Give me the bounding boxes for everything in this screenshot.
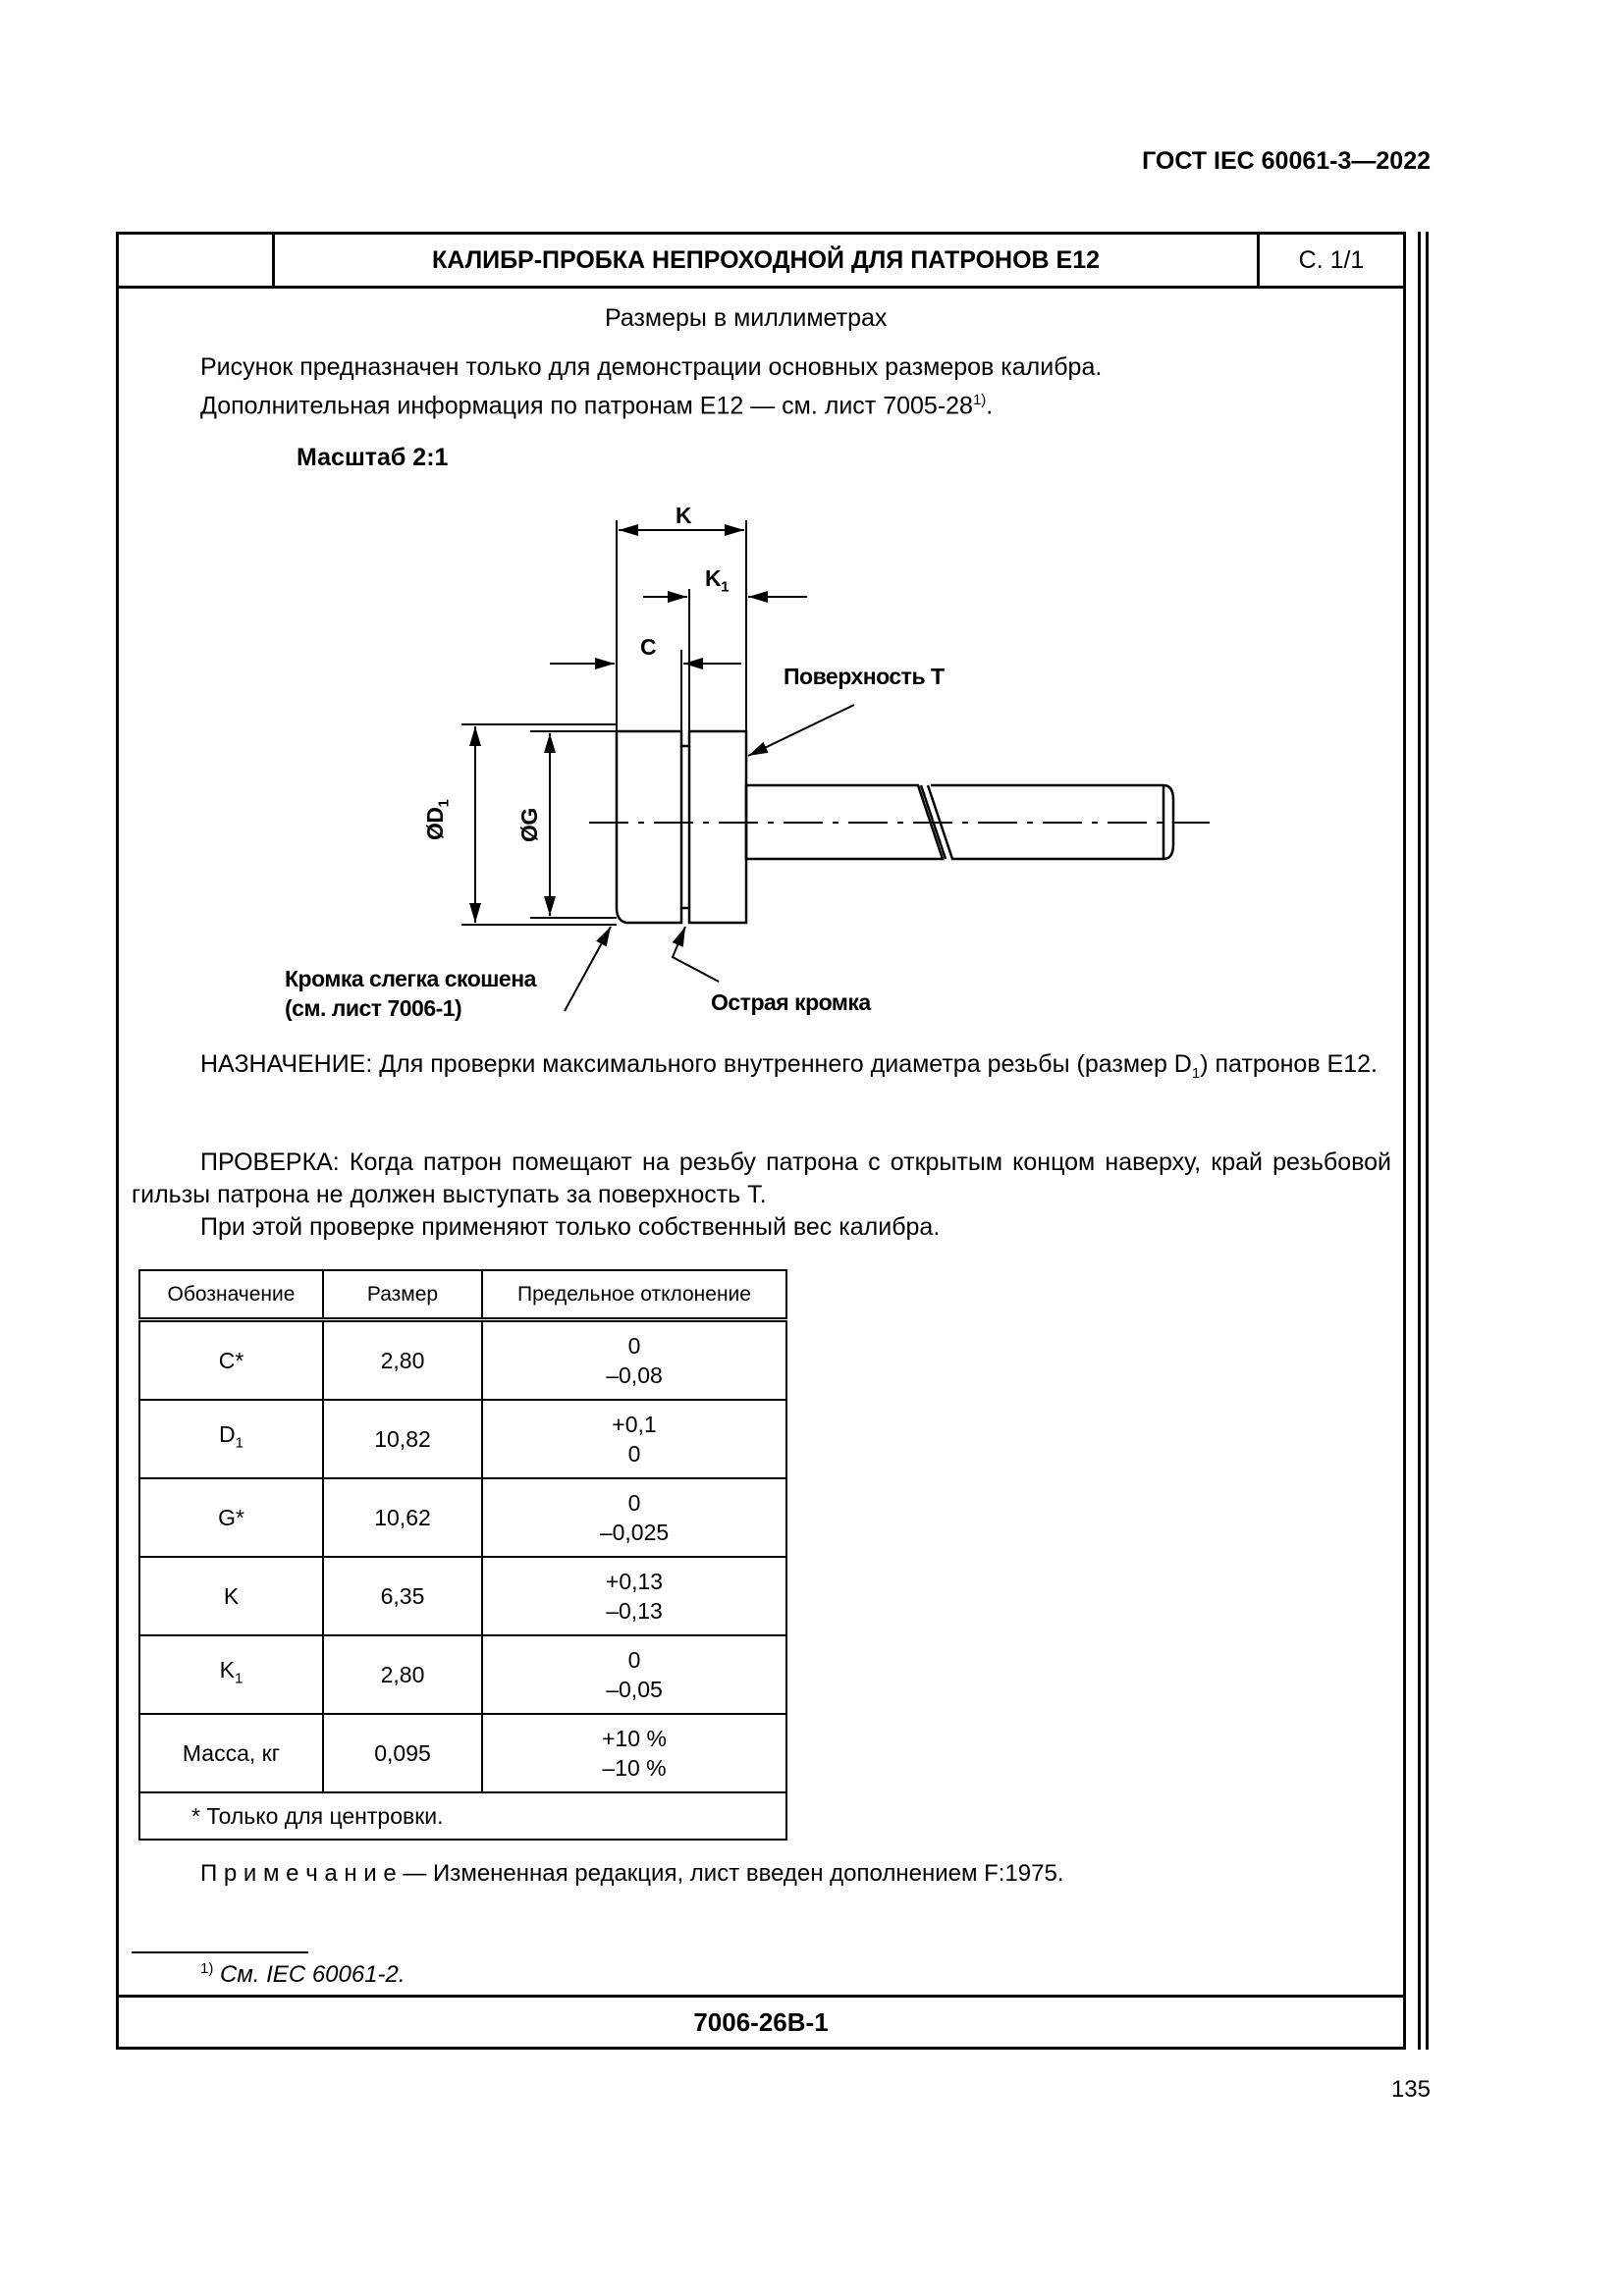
sheet-title: КАЛИБР-ПРОБКА НЕПРОХОДНОЙ ДЛЯ ПАТРОНОВ E12 (275, 235, 1260, 286)
tol-upper: +0,1 (612, 1412, 657, 1437)
purpose-end: ) патронов E12. (1200, 1050, 1378, 1078)
table-note: * Только для центровки. (139, 1792, 786, 1840)
purpose-sub: 1 (1191, 1065, 1201, 1082)
cell-designation (139, 1714, 323, 1792)
table-row (139, 1557, 786, 1635)
table-row (139, 1320, 786, 1401)
cell-size: 2,80 (323, 1320, 482, 1401)
chamfer-label-2: (см. лист 7006-1) (285, 995, 462, 1021)
footnote-divider (132, 1951, 308, 1953)
col-header-designation: Обозначение (139, 1270, 323, 1320)
tol-lower: –0,05 (606, 1677, 663, 1702)
designation-text: C* (218, 1348, 244, 1373)
check-paragraph-2: При этой проверке применяют только собственный вес калибра. (200, 1213, 941, 1241)
tol-lower: –0,025 (599, 1520, 670, 1545)
dim-d1-label (422, 800, 453, 840)
remark: П р и м е ч а н и е — Измененная редакция, лист введен дополнением F:1975. (200, 1860, 1064, 1887)
gauge-drawing (0, 0, 1623, 1041)
scale-label: Масштаб 2:1 (297, 444, 449, 471)
col-header-size: Размер (323, 1270, 482, 1320)
dim-k1-label (705, 565, 729, 596)
surface-t-label: Поверхность T (784, 664, 945, 689)
cell-tolerance (482, 1714, 786, 1792)
chamfer-label-1: Кромка слегка скошена (285, 966, 536, 991)
table-row (139, 1714, 786, 1792)
dim-c-label: C (640, 634, 657, 660)
designation-text: K (223, 1583, 240, 1609)
check-paragraph: ПРОВЕРКА: Когда патрон помещают на резьбу патрона с открытым концом наверху, край резьбовой гильзы патрона не должен выступать за поверхность T. (132, 1148, 1391, 1208)
leader-surface-t (748, 705, 854, 756)
dim-k1-sub: 1 (721, 578, 729, 596)
tol-lower: 0 (627, 1441, 641, 1467)
cell-designation (139, 1557, 323, 1635)
designation-sub: 1 (235, 1434, 243, 1452)
leader-sharp-edge (673, 927, 719, 982)
designation-text: G* (218, 1505, 244, 1530)
table-note-row (139, 1792, 786, 1840)
purpose-paragraph (132, 1048, 1391, 1090)
intro-line-1: Рисунок предназначен только для демонстрации основных размеров калибра. (200, 353, 1103, 381)
sheet-page: С. 1/1 (1298, 245, 1365, 274)
leader-chamfer (565, 927, 611, 1011)
cell-tolerance (482, 1478, 786, 1557)
tol-upper: 0 (627, 1490, 641, 1516)
cell-size: 0,095 (323, 1714, 482, 1792)
cell-tolerance (482, 1557, 786, 1635)
dim-d1-sub: 1 (435, 799, 453, 808)
designation-sub: 1 (235, 1670, 243, 1687)
cell-tolerance (482, 1635, 786, 1714)
standard-designation: ГОСТ IEC 60061-3—2022 (1142, 147, 1431, 175)
designation-text: K (219, 1657, 235, 1683)
table-row (139, 1635, 786, 1714)
footnote-text: См. IEC 60061-2. (220, 1961, 406, 1988)
cell-designation (139, 1478, 323, 1557)
cell-tolerance (482, 1400, 786, 1478)
intro-line-2-end: . (986, 392, 994, 420)
cell-size: 10,82 (323, 1400, 482, 1478)
dim-k-label: K (676, 503, 692, 528)
sharp-edge-label: Острая кромка (711, 989, 871, 1015)
table-row (139, 1478, 786, 1557)
dim-d1-text: ØD (422, 807, 448, 840)
cell-designation (139, 1400, 323, 1478)
tol-upper: +10 % (602, 1726, 667, 1751)
table-header-row (139, 1270, 786, 1320)
designation-text: D (219, 1421, 236, 1448)
units-note: Размеры в миллиметрах (605, 304, 888, 332)
dimensions-table (138, 1269, 787, 1841)
cell-size: 10,62 (323, 1478, 482, 1557)
purpose-text: НАЗНАЧЕНИЕ: Для проверки максимального внутреннего диаметра резьбы (размер D (200, 1050, 1192, 1078)
tol-upper: +0,13 (605, 1569, 664, 1594)
cell-size: 2,80 (323, 1635, 482, 1714)
page-number: 135 (1390, 2076, 1431, 2103)
footnote-ref: 1) (972, 392, 987, 408)
tol-lower: –0,08 (606, 1362, 663, 1388)
dim-k1-text: K (705, 565, 722, 591)
table-row (139, 1400, 786, 1478)
intro-line-2-text: Дополнительная информация по патронам E12 — см. лист 7005-28 (200, 392, 973, 420)
tol-upper: 0 (627, 1333, 641, 1359)
designation-text: Масса, кг (182, 1740, 281, 1766)
cell-tolerance (482, 1320, 786, 1401)
cell-designation (139, 1635, 323, 1714)
cell-size: 6,35 (323, 1557, 482, 1635)
sheet-code: 7006-26B-1 (119, 1995, 1403, 2047)
dim-g-label: ØG (516, 808, 542, 842)
tol-lower: –10 % (602, 1755, 667, 1781)
cell-designation (139, 1320, 323, 1401)
footnote-mark: 1) (200, 1960, 214, 1977)
tol-lower: –0,13 (606, 1598, 663, 1624)
footnote (200, 1960, 406, 1989)
tol-upper: 0 (627, 1647, 641, 1673)
col-header-tolerance: Предельное отклонение (482, 1270, 786, 1320)
